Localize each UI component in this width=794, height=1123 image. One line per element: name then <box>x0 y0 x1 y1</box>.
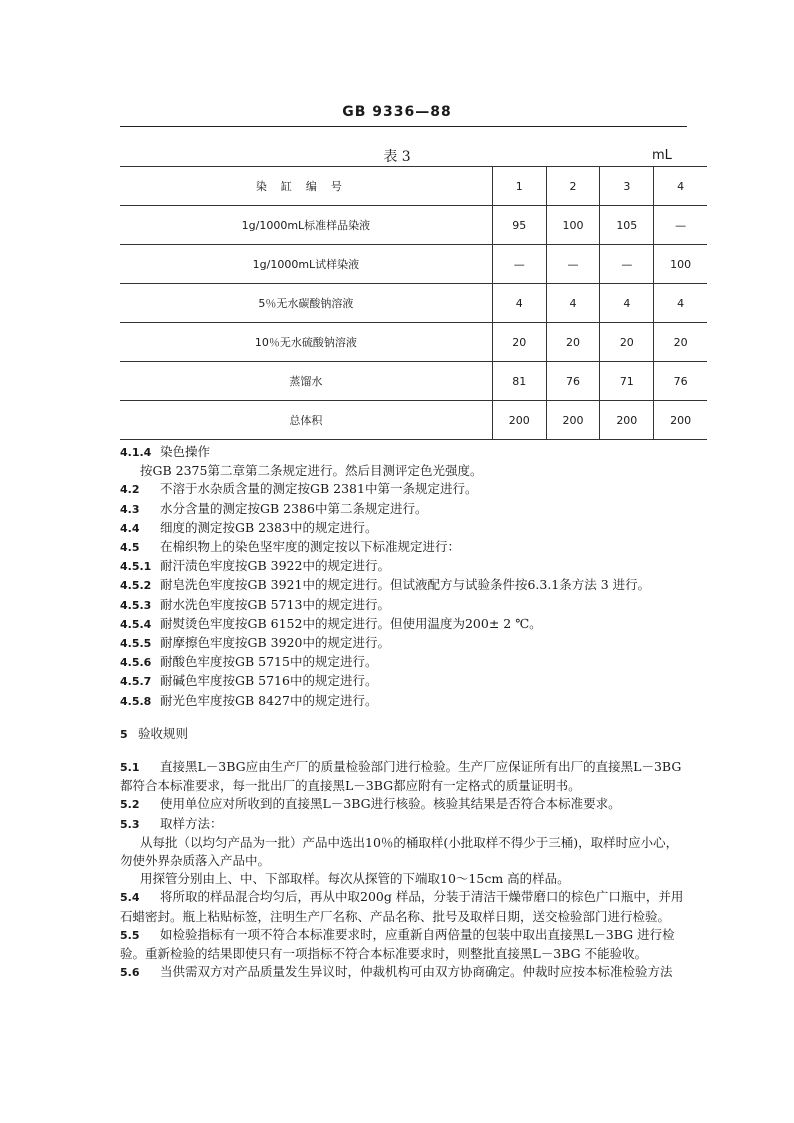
row-label: 1g/1000mL试样染液 <box>120 245 492 284</box>
clause-text: 耐皂洗色牢度按GB 3921中的规定进行。但试液配方与试验条件按6.3.1条方法 3 进行。 <box>160 577 651 593</box>
clause-5-6 <box>120 963 710 982</box>
row-label: 10％无水硫酸钠溶液 <box>120 323 492 362</box>
cell-value: 4 <box>654 284 707 323</box>
table-row <box>120 206 707 245</box>
cell-value: 200 <box>600 401 654 440</box>
paragraph: 勿使外界杂质落入产品中。 <box>120 853 271 869</box>
clause-4-5-1 <box>120 557 710 576</box>
paragraph: 石蜡密封。瓶上粘贴标签，注明生产厂名称、产品名称、批号及取样日期，送交检验部门进行检验。 <box>120 908 671 924</box>
standard-number-header: GB 9336—88 <box>342 104 452 120</box>
cell-value: 20 <box>600 323 654 362</box>
spacer <box>120 744 710 758</box>
table-caption: 表 3 <box>383 149 411 165</box>
cell-value: 76 <box>546 362 600 401</box>
clause-text: 当供需双方对产品质量发生异议时，仲裁机构可由双方协商确定。仲裁时应按本标准检验方法 <box>160 964 673 980</box>
clause-number: 4.3 <box>120 502 140 516</box>
clause-4-3 <box>120 500 710 519</box>
clause-text: 耐熨烫色牢度按GB 6152中的规定进行。但使用温度为200± 2 ℃。 <box>160 615 542 631</box>
clause-4-1-4 <box>120 443 710 462</box>
table-row <box>120 245 707 284</box>
paragraph: 用探管分别由上、中、下部取样。每次从探管的下端取10～15cm 高的样品。 <box>140 871 570 887</box>
clause-number: 5.5 <box>120 928 140 942</box>
clause-text: 耐酸色牢度按GB 5715中的规定进行。 <box>160 654 378 670</box>
clause-5-1 <box>120 758 710 777</box>
section-title: 验收规则 <box>138 725 189 741</box>
table-row <box>120 362 707 401</box>
cell-value: 95 <box>492 206 546 245</box>
clause-4-5-8 <box>120 692 710 711</box>
clause-text: 如检验指标有一项不符合本标准要求时，应重新自两倍量的包装中取出直接黑L－3BG 进行检 <box>160 926 675 942</box>
cell-value: 20 <box>654 323 707 362</box>
clause-text: 细度的测定按GB 2383中的规定进行。 <box>160 519 378 535</box>
cell-value: 20 <box>492 323 546 362</box>
clause-text: 耐摩擦色牢度按GB 3920中的规定进行。 <box>160 635 390 651</box>
clause-number: 5.6 <box>120 966 140 980</box>
row-label: 蒸馏水 <box>120 362 492 401</box>
cell-value: 200 <box>654 401 707 440</box>
cell-value: — <box>600 245 654 284</box>
clause-text: 耐碱色牢度按GB 5716中的规定进行。 <box>160 673 378 689</box>
clause-number: 4.5.3 <box>120 598 152 612</box>
cell-value: — <box>654 206 707 245</box>
clause-number: 4.5.8 <box>120 694 152 708</box>
cell-value: 71 <box>600 362 654 401</box>
clause-5-5 <box>120 926 710 945</box>
clause-5-2 <box>120 795 710 814</box>
cell-value: 81 <box>492 362 546 401</box>
clause-number: 4.5.4 <box>120 617 152 631</box>
clause-number: 4.5 <box>120 541 140 555</box>
clause-number: 4.4 <box>120 521 140 535</box>
cell-value: 200 <box>492 401 546 440</box>
clause-number: 4.5.6 <box>120 656 152 670</box>
body-text <box>120 443 710 982</box>
row-label: 1g/1000mL标准样品染液 <box>120 206 492 245</box>
table-row <box>120 323 707 362</box>
clause-number: 4.5.7 <box>120 675 152 689</box>
header-cell-label: 染缸编号 <box>120 167 492 206</box>
clause-text: 在棉织物上的染色坚牢度的测定按以下标准规定进行： <box>160 539 461 555</box>
cell-value: 100 <box>546 206 600 245</box>
paragraph: 从每批（以均匀产品为一批）产品中选出10％的桶取样(小批取样不得少于三桶)，取样时应小心， <box>140 834 679 850</box>
clause-text: 染色操作 <box>160 444 211 459</box>
clause-4-5-4 <box>120 615 710 634</box>
clause-number: 4.2 <box>120 483 140 497</box>
clause-number: 5.2 <box>120 798 140 812</box>
clause-4-4 <box>120 519 710 538</box>
clause-text: 水分含量的测定按GB 2386中第二条规定进行。 <box>160 500 428 516</box>
paragraph: 验。重新检验的结果即使只有一项指标不符合本标准要求时，则整批直接黑L－3BG 不能验收。 <box>120 946 648 962</box>
header-cell-4: 4 <box>654 167 707 206</box>
clause-text: 耐水洗色牢度按GB 5713中的规定进行。 <box>160 596 390 612</box>
clause-4-5-7 <box>120 672 710 691</box>
cell-value: 105 <box>600 206 654 245</box>
clause-number: 4.5.1 <box>120 560 152 574</box>
cell-value: 20 <box>546 323 600 362</box>
clause-number: 5.4 <box>120 891 140 905</box>
row-label: 总体积 <box>120 401 492 440</box>
cell-value: 4 <box>546 284 600 323</box>
table-header-row <box>120 167 707 206</box>
clause-text: 将所取的样品混合均匀后，再从中取200g 样品，分装于清洁干燥带磨口的棕色广口瓶中，并用 <box>160 889 684 905</box>
clause-4-5-6 <box>120 653 710 672</box>
spacer <box>120 711 710 725</box>
cell-value: — <box>492 245 546 284</box>
clause-text: 耐光色牢度按GB 8427中的规定进行。 <box>160 692 378 708</box>
clause-4-5 <box>120 538 710 557</box>
clause-text: 使用单位应对所收到的直接黑L－3BG进行核验。核验其结果是否符合本标准要求。 <box>160 796 621 812</box>
clause-text: 耐汗渍色牢度按GB 3922中的规定进行。 <box>160 558 390 574</box>
section-number: 5 <box>120 727 128 741</box>
clause-number: 5.3 <box>120 817 140 831</box>
paragraph: 都符合本标准要求，每一批出厂的直接黑L－3BG都应附有一定格式的质量证明书。 <box>120 778 581 794</box>
clause-5-4 <box>120 888 710 907</box>
cell-value: — <box>546 245 600 284</box>
header-cell-1: 1 <box>492 167 546 206</box>
cell-value: 76 <box>654 362 707 401</box>
paragraph: 按GB 2375第二章第二条规定进行。然后目测评定色光强度。 <box>140 463 483 479</box>
clause-4-2 <box>120 480 710 499</box>
row-label: 5％无水碳酸钠溶液 <box>120 284 492 323</box>
clause-number: 4.5.5 <box>120 637 152 651</box>
dye-recipe-table <box>120 166 707 440</box>
clause-4-5-3 <box>120 596 710 615</box>
clause-number: 5.1 <box>120 761 140 775</box>
clause-text: 取样方法： <box>160 815 223 831</box>
cell-value: 200 <box>546 401 600 440</box>
header-cell-3: 3 <box>600 167 654 206</box>
cell-value: 4 <box>600 284 654 323</box>
cell-value: 4 <box>492 284 546 323</box>
header-rule <box>120 126 687 127</box>
table-unit: mL <box>652 148 672 163</box>
clause-4-5-5 <box>120 634 710 653</box>
clause-text: 直接黑L－3BG应由生产厂的质量检验部门进行检验。生产厂应保证所有出厂的直接黑L－3BG <box>160 759 682 775</box>
clause-4-5-2 <box>120 576 710 595</box>
table-row <box>120 401 707 440</box>
clause-5-3 <box>120 815 710 834</box>
clause-number: 4.1.4 <box>120 446 152 459</box>
cell-value: 100 <box>654 245 707 284</box>
section-5-heading <box>120 725 710 744</box>
clause-text: 不溶于水杂质含量的测定按GB 2381中第一条规定进行。 <box>160 481 478 497</box>
table-row <box>120 284 707 323</box>
clause-number: 4.5.2 <box>120 579 152 593</box>
header-cell-2: 2 <box>546 167 600 206</box>
